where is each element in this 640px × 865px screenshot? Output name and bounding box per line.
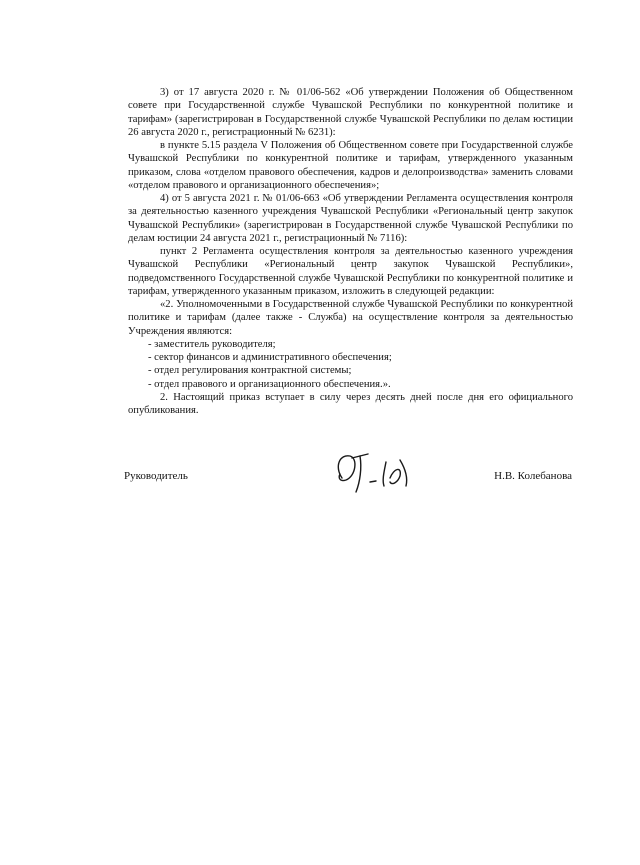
- signatory-role: Руководитель: [124, 470, 188, 482]
- paragraph-item-4: 4) от 5 августа 2021 г. № 01/06-663 «Об утверждении Регламента осуществления контроля за деятельностью казенного учреждения Чувашской Республики «Региональный центр закупок Чувашской Республики» (зарегистрирован в Государственной службе Чувашской Республики по делам юстиции 24 августа 2021 г., регистрационный № 7116):: [128, 193, 573, 244]
- paragraph-clause-5-15: в пункте 5.15 раздела V Положения об Общественном совете при Государственной службе Чувашской Республики по конкурентной политике и тарифам, утвержденного указанным приказом, слова «отделом правового обеспечения, кадров и делопроизводства» заменить словами «отделом правового и организационного обеспечения»;: [128, 140, 573, 191]
- handwritten-signature: [330, 448, 430, 496]
- paragraph-quote: «2. Уполномоченными в Государственной службе Чувашской Республики по конкурентной политике и тарифам (далее также - Служба) на осуществление контроля за деятельностью Учреждения являются:: [128, 299, 573, 337]
- list-item: - отдел правового и организационного обеспечения.».: [148, 378, 391, 390]
- list-item: - отдел регулирования контрактной системы;: [148, 365, 352, 377]
- list-item: - сектор финансов и административного обеспечения;: [148, 352, 392, 363]
- paragraph-clause-2: пункт 2 Регламента осуществления контроля за деятельностью казенного учреждения Чувашской Республики «Региональный центр закупок Чувашской Республики», подведомственного Государственной службе Чувашской Республики по конкурентной политике и тарифам, утвержденного указанным приказом, изложить в следующей редакции:: [128, 246, 573, 297]
- signatory-name: Н.В. Колебанова: [494, 470, 572, 482]
- list-item: - заместитель руководителя;: [148, 338, 276, 350]
- paragraph-item-3: 3) от 17 августа 2020 г. № 01/06-562 «Об утверждении Положения об Общественном совете при Государственной службе Чувашской Республики по конкурентной политике и тарифам» (зарегистрирован в Государственной службе Чувашской Республики по делам юстиции 26 августа 2020 г., регистрационный № 6231):: [128, 87, 573, 138]
- paragraph-effective-date: 2. Настоящий приказ вступает в силу через десять дней после дня его официального опубликования.: [128, 391, 573, 416]
- document-body: [128, 86, 573, 417]
